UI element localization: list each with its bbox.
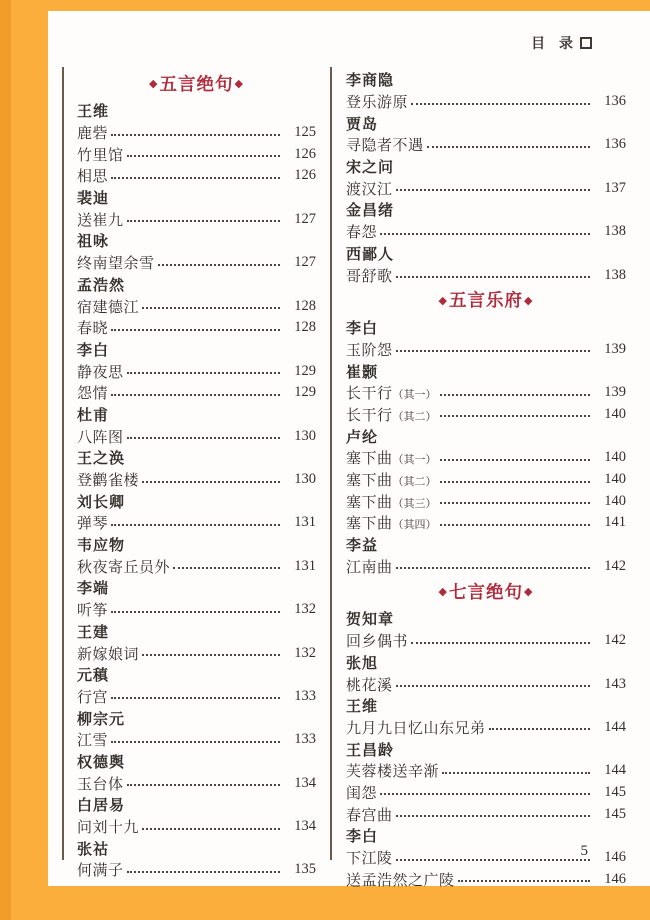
poem-title: 寻隐者不遇 (346, 138, 424, 155)
poem-title: 塞下曲（其三） (346, 494, 437, 511)
poem-title-note: （其四） (392, 519, 437, 532)
toc-entry (346, 555, 626, 577)
page-ref: 127 (294, 254, 316, 271)
poem-title: 长干行（其一） (346, 386, 437, 403)
dot-leader (396, 350, 590, 352)
dot-leader (440, 459, 590, 461)
dot-leader (442, 772, 590, 774)
dot-leader (111, 134, 280, 136)
dot-leader (142, 307, 280, 309)
poem-title: 哥舒歌 (346, 268, 393, 285)
toc-entry (346, 469, 626, 491)
toc-entry (77, 686, 316, 708)
dot-leader (127, 372, 280, 374)
poem-title: 玉台体 (77, 776, 124, 793)
dot-leader (173, 567, 280, 569)
poem-title-note: （其三） (392, 497, 437, 510)
page-ref: 134 (294, 818, 316, 835)
poem-title: 春宫曲 (346, 807, 393, 824)
page-ref: 140 (604, 492, 626, 509)
poem-title-note: （其一） (392, 389, 437, 402)
page-ref: 146 (604, 870, 626, 887)
page-ref: 140 (604, 449, 626, 466)
page-ref: 134 (294, 774, 316, 791)
toc-entry (77, 816, 316, 838)
page-ref: 142 (604, 632, 626, 649)
dot-leader (396, 567, 590, 569)
author-name: 李益 (346, 537, 379, 555)
poem-title: 春怨 (346, 225, 378, 242)
poem-title: 芙蓉楼送辛渐 (346, 764, 440, 781)
page-ref: 138 (604, 266, 626, 283)
dot-leader (111, 611, 280, 613)
toc-entry (346, 264, 626, 286)
toc-entry (77, 382, 316, 404)
author-name: 张祜 (77, 840, 110, 858)
author-name: 祖咏 (77, 233, 110, 251)
poem-title: 登乐游原 (346, 95, 409, 112)
page-ref: 126 (294, 167, 316, 184)
author-name: 权德舆 (77, 753, 126, 771)
author-name: 崔颢 (346, 363, 379, 381)
poem-title: 新嫁娘词 (77, 646, 140, 663)
toc-entry (77, 360, 316, 382)
dot-leader (411, 103, 590, 105)
page-ref: 132 (294, 644, 316, 661)
dot-leader (458, 880, 590, 882)
dot-leader (396, 276, 590, 278)
poem-title: 登鹳雀楼 (77, 473, 140, 490)
page-ref: 145 (604, 783, 626, 800)
page-ref: 137 (604, 179, 626, 196)
author-name: 王维 (77, 103, 110, 121)
dot-leader (111, 329, 280, 331)
poem-title: 下江陵 (346, 851, 393, 868)
page-ref: 129 (294, 362, 316, 379)
page-ref: 144 (604, 718, 626, 735)
poem-title: 长干行（其二） (346, 407, 437, 424)
page-ref: 142 (604, 557, 626, 574)
author-name: 白居易 (77, 797, 126, 815)
toc-entry (77, 143, 316, 165)
dot-leader (380, 793, 590, 795)
author-name: 卢纶 (346, 428, 379, 446)
poem-title: 终南望余雪 (77, 256, 155, 273)
contents-header (531, 33, 592, 53)
section-heading-label: 五言乐府 (449, 290, 523, 311)
toc-entry (77, 729, 316, 751)
dot-leader (158, 264, 280, 266)
toc-entry (346, 760, 626, 782)
toc-entry (77, 317, 316, 339)
dot-leader (411, 642, 590, 644)
dot-leader (380, 233, 590, 235)
diamond-icon: ◆ (234, 78, 244, 90)
book-spine-strip (0, 0, 11, 920)
section-heading-label: 七言绝句 (449, 581, 523, 602)
author-name: 孟浩然 (77, 276, 126, 294)
poem-title-note: （其二） (392, 410, 437, 423)
poem-title: 宿建德江 (77, 299, 140, 316)
author-name: 西鄙人 (346, 245, 395, 263)
toc-entry (77, 512, 316, 534)
toc-entry (346, 404, 626, 426)
toc-column-left (62, 67, 330, 880)
author-name: 王维 (346, 698, 379, 716)
poem-title: 鹿砦 (77, 126, 109, 143)
page-number: 5 (580, 843, 588, 859)
page-ref: 144 (604, 762, 626, 779)
toc-entry (77, 425, 316, 447)
author-name: 金昌绪 (346, 202, 395, 220)
toc-entry (77, 772, 316, 794)
toc-entry (77, 252, 316, 274)
diamond-icon: ◆ (524, 586, 534, 599)
dot-leader (440, 502, 590, 504)
poem-title: 玉阶怨 (346, 342, 393, 359)
toc-entry (77, 642, 316, 664)
dot-leader (396, 859, 590, 861)
dot-leader (440, 481, 590, 483)
author-name: 李端 (77, 580, 110, 598)
dot-leader (142, 828, 280, 830)
author-name: 李商隐 (346, 72, 395, 90)
toc-entry (346, 382, 626, 404)
author-name: 李白 (346, 828, 379, 846)
page-ref: 131 (294, 514, 316, 531)
toc-columns (62, 67, 650, 889)
dot-leader (396, 815, 590, 817)
page-ref: 132 (294, 601, 316, 618)
page-ref: 143 (604, 675, 626, 692)
poem-title: 渡汉江 (346, 181, 393, 198)
section-heading-label: 五言绝句 (159, 73, 234, 94)
page-ref: 146 (604, 849, 626, 866)
toc-column-right (330, 67, 650, 889)
poem-title: 塞下曲（其二） (346, 473, 437, 490)
toc-entry (346, 447, 626, 469)
page-ref: 130 (294, 427, 316, 444)
page-ref: 139 (604, 384, 626, 401)
dot-leader (440, 394, 590, 396)
poem-title-note: （其二） (392, 476, 437, 489)
dot-leader (127, 437, 280, 439)
page-ref: 129 (294, 384, 316, 401)
section-heading (346, 578, 626, 604)
toc-entry (77, 295, 316, 317)
poem-title: 桃花溪 (346, 677, 393, 694)
diamond-icon: ◆ (149, 78, 159, 90)
page-ref: 139 (604, 340, 626, 357)
dot-leader (111, 394, 280, 396)
toc-entry (346, 134, 626, 156)
toc-entry (346, 221, 626, 243)
dot-leader (142, 654, 280, 656)
dot-leader (440, 524, 590, 526)
toc-entry (77, 599, 316, 621)
poem-title: 江南曲 (346, 559, 393, 576)
toc-entry (346, 91, 626, 113)
author-name: 元稹 (77, 667, 110, 685)
author-name: 杜甫 (77, 406, 110, 424)
toc-entry (346, 512, 626, 534)
dot-leader (127, 155, 280, 157)
page-ref: 140 (604, 405, 626, 422)
dot-leader (127, 871, 280, 873)
poem-title: 回乡偶书 (346, 634, 409, 651)
author-name: 李白 (346, 320, 379, 338)
page-ref: 128 (294, 297, 316, 314)
dot-leader (111, 524, 280, 526)
poem-title: 秋夜寄丘员外 (77, 559, 171, 576)
toc-entry (346, 673, 626, 695)
poem-title: 送孟浩然之广陵 (346, 872, 455, 889)
page-ref: 133 (294, 687, 316, 704)
dot-leader (111, 177, 280, 179)
dot-leader (440, 415, 590, 417)
poem-title: 春晓 (77, 321, 109, 338)
page-ref: 138 (604, 223, 626, 240)
poem-title: 送崔九 (77, 212, 124, 229)
dot-leader (142, 481, 280, 483)
contents-header-label: 目 录 (531, 35, 578, 51)
diamond-icon: ◆ (524, 294, 534, 307)
page-ref: 127 (294, 210, 316, 227)
poem-title: 闺怨 (346, 785, 378, 802)
page-ref: 136 (604, 93, 626, 110)
dot-leader (396, 685, 590, 687)
toc-entry (346, 339, 626, 361)
page-ref: 141 (604, 514, 626, 531)
author-name: 裴迪 (77, 190, 110, 208)
poem-title: 竹里馆 (77, 147, 124, 164)
toc-entry (346, 803, 626, 825)
section-heading (77, 70, 316, 96)
toc-entry (77, 555, 316, 577)
page-ref: 131 (294, 557, 316, 574)
page-ref: 135 (294, 861, 316, 878)
page-sheet (48, 11, 650, 889)
toc-entry (346, 868, 626, 890)
header-box-icon (580, 37, 592, 49)
poem-title: 何满子 (77, 863, 124, 880)
poem-title: 相思 (77, 169, 109, 186)
author-name: 王昌龄 (346, 741, 395, 759)
page-ref: 133 (294, 731, 316, 748)
dot-leader (396, 189, 590, 191)
toc-entry (346, 717, 626, 739)
diamond-icon: ◆ (438, 294, 448, 307)
poem-title: 塞下曲（其四） (346, 516, 437, 533)
section-heading (346, 287, 626, 313)
author-name: 王建 (77, 623, 110, 641)
page-ref: 136 (604, 136, 626, 153)
toc-entry (346, 630, 626, 652)
poem-title: 九月九日忆山东兄弟 (346, 720, 486, 737)
author-name: 李白 (77, 341, 110, 359)
author-name: 贾岛 (346, 115, 379, 133)
poem-title-note: （其一） (392, 454, 437, 467)
poem-title: 八阵图 (77, 429, 124, 446)
author-name: 宋之问 (346, 159, 395, 177)
toc-entry (77, 469, 316, 491)
author-name: 张旭 (346, 654, 379, 672)
page-ref: 126 (294, 145, 316, 162)
page-ref: 145 (604, 805, 626, 822)
author-name: 柳宗元 (77, 710, 126, 728)
poem-title: 江雪 (77, 733, 109, 750)
page-ref: 128 (294, 319, 316, 336)
toc-entry (77, 165, 316, 187)
author-name: 刘长卿 (77, 493, 126, 511)
toc-entry (77, 208, 316, 230)
diamond-icon: ◆ (438, 586, 448, 599)
poem-title: 问刘十九 (77, 820, 140, 837)
dot-leader (127, 784, 280, 786)
author-name: 贺知章 (346, 611, 395, 629)
toc-entry (346, 177, 626, 199)
toc-entry (77, 122, 316, 144)
toc-entry (346, 782, 626, 804)
dot-leader (489, 728, 590, 730)
poem-title: 弹琴 (77, 516, 109, 533)
dot-leader (111, 741, 280, 743)
poem-title: 怨情 (77, 386, 109, 403)
page-ref: 130 (294, 471, 316, 488)
dot-leader (111, 697, 280, 699)
page-ref: 125 (294, 124, 316, 141)
toc-entry (77, 859, 316, 881)
dot-leader (127, 220, 280, 222)
poem-title: 塞下曲（其一） (346, 451, 437, 468)
dot-leader (427, 146, 590, 148)
poem-title: 听筝 (77, 603, 109, 620)
poem-title: 行宫 (77, 689, 109, 706)
page-ref: 140 (604, 471, 626, 488)
author-name: 王之涣 (77, 450, 126, 468)
toc-entry (346, 490, 626, 512)
poem-title: 静夜思 (77, 364, 124, 381)
author-name: 韦应物 (77, 537, 126, 555)
